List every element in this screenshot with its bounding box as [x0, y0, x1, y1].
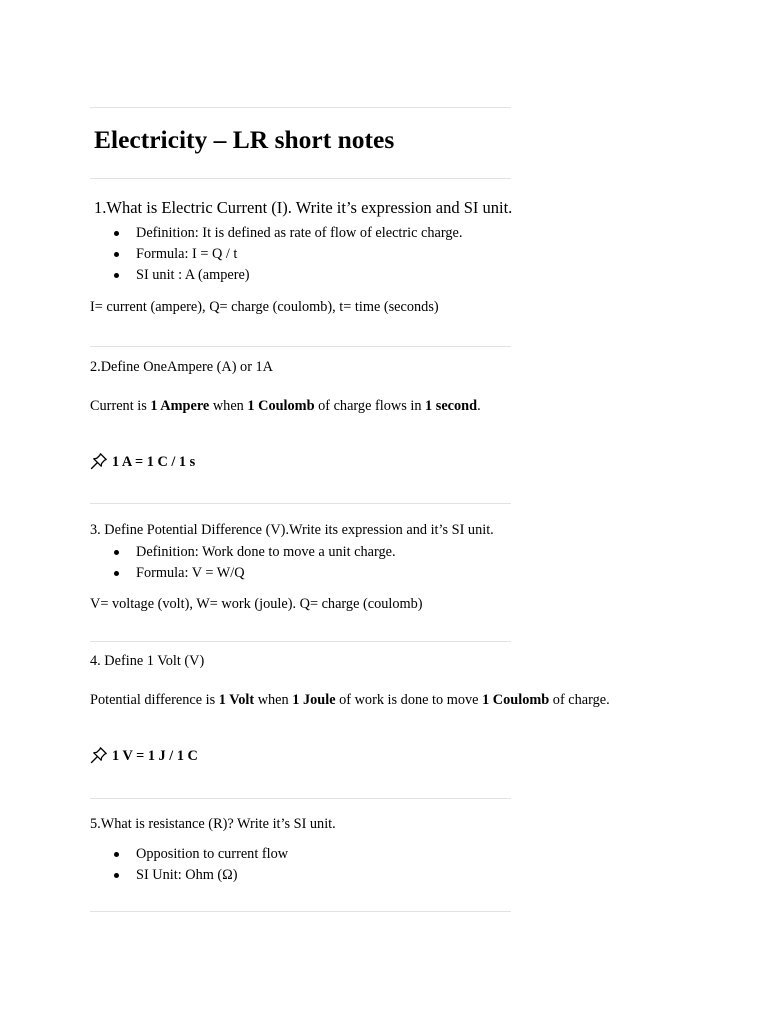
question-1-bullets [114, 223, 462, 286]
page-title: Electricity – LR short notes [94, 125, 395, 154]
divider [90, 911, 511, 912]
list-item: Formula: I = Q / t [114, 244, 462, 265]
list-item: Opposition to current flow [114, 844, 288, 865]
list-item: Definition: Work done to move a unit charge. [114, 542, 396, 563]
question-3-heading: 3. Define Potential Difference (V).Write its expression and it’s SI unit. [90, 522, 494, 538]
pushpin-icon [90, 452, 108, 470]
divider [90, 107, 511, 108]
question-2-sentence: Current is 1 Ampere when 1 Coulomb of charge flows in 1 second. [90, 398, 481, 414]
question-3-bullets [114, 542, 396, 584]
question-3-legend: V= voltage (volt), W= work (joule). Q= charge (coulomb) [90, 596, 423, 612]
divider [90, 503, 511, 504]
question-5-heading: 5.What is resistance (R)? Write it’s SI unit. [90, 816, 336, 832]
question-2-formula: 1 A = 1 C / 1 s [90, 452, 195, 472]
question-4-sentence: Potential difference is 1 Volt when 1 Joule of work is done to move 1 Coulomb of charge. [90, 692, 610, 708]
divider [90, 346, 511, 347]
divider [90, 178, 511, 179]
question-5-bullets [114, 844, 288, 886]
list-item: SI Unit: Ohm (Ω) [114, 865, 288, 886]
question-1-legend: I= current (ampere), Q= charge (coulomb), t= time (seconds) [90, 299, 439, 315]
divider [90, 798, 511, 799]
pushpin-icon [90, 746, 108, 764]
question-2-heading: 2.Define OneAmpere (A) or 1A [90, 359, 274, 375]
question-4-formula: 1 V = 1 J / 1 C [90, 746, 198, 766]
question-4-heading: 4. Define 1 Volt (V) [90, 653, 205, 669]
list-item: Definition: It is defined as rate of flow of electric charge. [114, 223, 462, 244]
list-item: SI unit : A (ampere) [114, 265, 462, 286]
list-item: Formula: V = W/Q [114, 563, 396, 584]
question-1-heading: 1.What is Electric Current (I). Write it’s expression and SI unit. [94, 198, 513, 217]
divider [90, 641, 511, 642]
